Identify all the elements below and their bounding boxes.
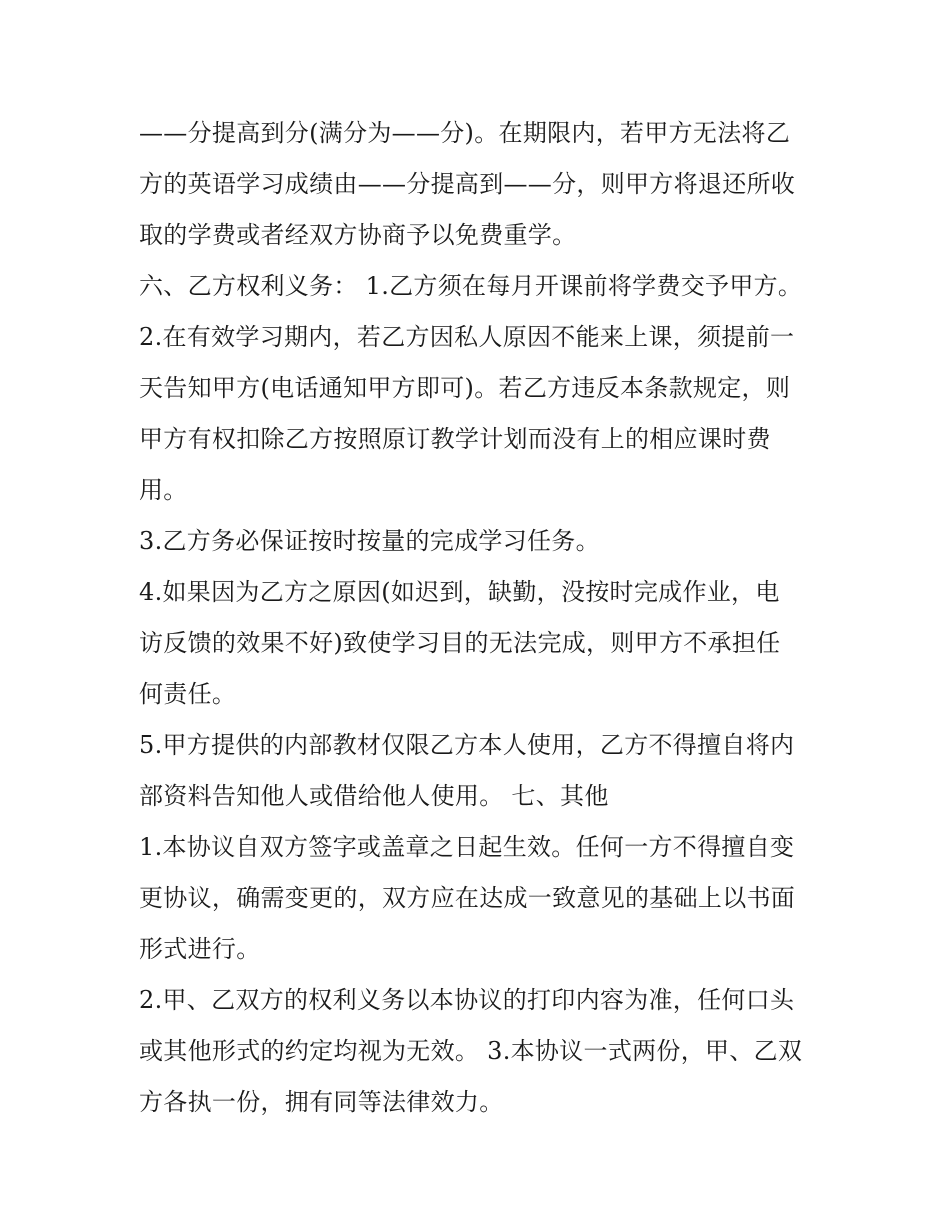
text-line: 3.乙方务必保证按时按量的完成学习任务。 [139, 527, 600, 555]
text-line: 方各执一份，拥有同等法律效力。 [139, 1088, 504, 1116]
text-line: 或其他形式的约定均视为无效。 3.本协议一式两份，甲、乙双 [139, 1037, 803, 1065]
text-line: 何责任。 [139, 680, 237, 708]
text-line: 方的英语学习成绩由——分提高到——分，则甲方将退还所收 [139, 170, 796, 198]
document-body [139, 108, 829, 1128]
text-line: 天告知甲方(电话通知甲方即可)。若乙方违反本条款规定，则 [139, 374, 791, 402]
text-line: 部资料告知他人或借给他人使用。 七、其他 [139, 782, 609, 810]
text-line: 1.本协议自双方签字或盖章之日起生效。任何一方不得擅自变 [139, 833, 795, 861]
text-line: 访反馈的效果不好)致使学习目的无法完成，则甲方不承担任 [139, 629, 781, 657]
text-line: 形式进行。 [139, 935, 261, 963]
text-line: 用。 [139, 476, 188, 504]
text-line: 2.甲、乙双方的权利义务以本协议的打印内容为准，任何口头 [139, 986, 795, 1014]
text-line: 六、乙方权利义务： 1.乙方须在每月开课前将学费交予甲方。 [139, 272, 803, 300]
text-line: 更协议，确需变更的，双方应在达成一致意见的基础上以书面 [139, 884, 796, 912]
text-line: 5.甲方提供的内部教材仅限乙方本人使用，乙方不得擅自将内 [139, 731, 795, 759]
text-line: 取的学费或者经双方协商予以免费重学。 [139, 221, 577, 249]
text-line: 4.如果因为乙方之原因(如迟到，缺勤，没按时完成作业，电 [139, 578, 780, 606]
text-line: 2.在有效学习期内，若乙方因私人原因不能来上课，须提前一 [139, 323, 795, 351]
text-line: 甲方有权扣除乙方按照原订教学计划而没有上的相应课时费 [139, 425, 771, 453]
text-line: ——分提高到分(满分为——分)。在期限内，若甲方无法将乙 [139, 119, 791, 147]
